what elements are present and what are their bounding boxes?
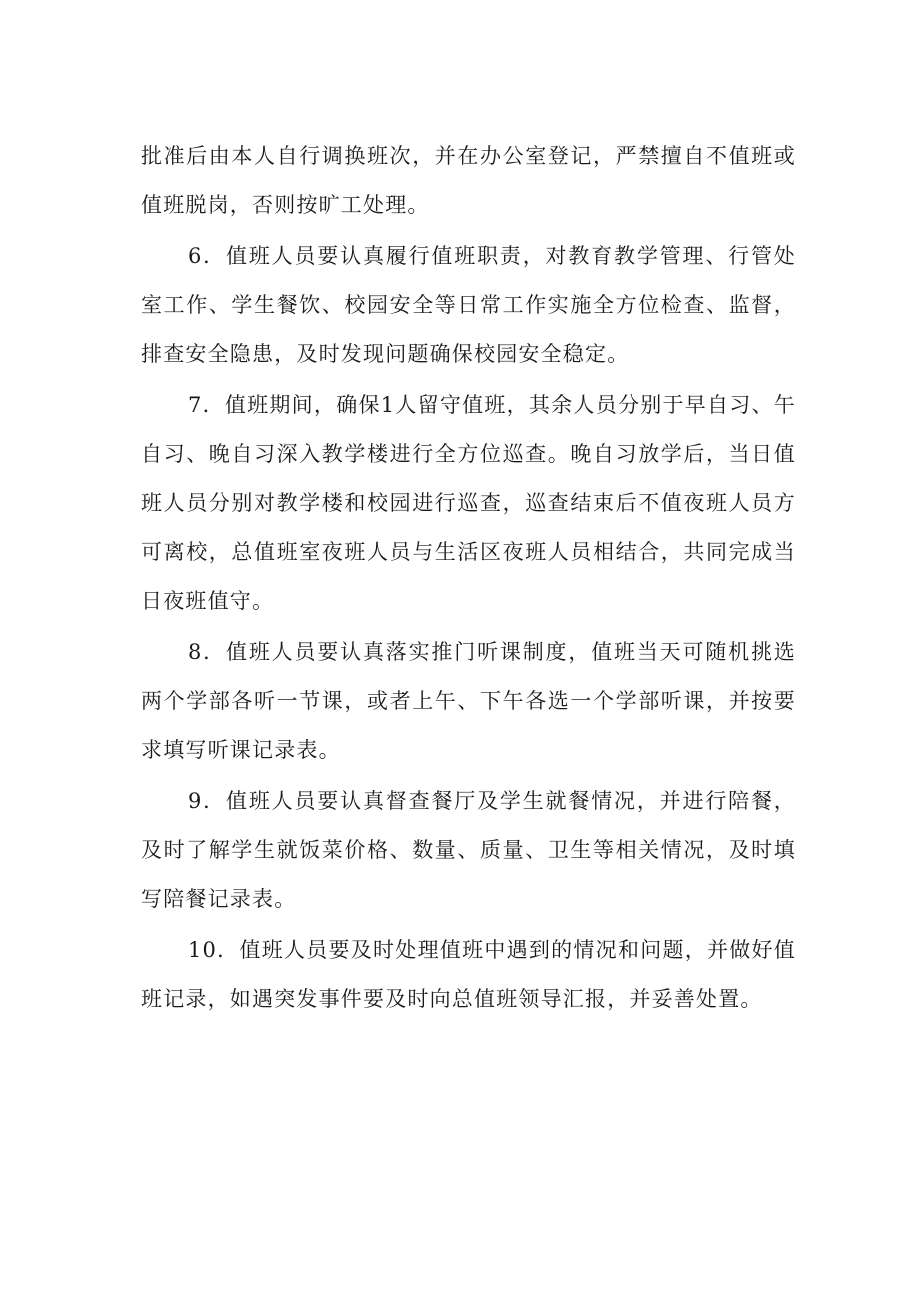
paragraph-item-10: 10．值班人员要及时处理值班中遇到的情况和问题，并做好值班记录，如遇突发事件要及时向总值班领导汇报，并妥善处置。 (141, 938, 796, 1011)
paragraph-item-7: 7．值班期间，确保1人留守值班，其余人员分别于早自习、午自习、晚自习深入教学楼进行全方位巡查。晚自习放学后，当日值班人员分别对教学楼和校园进行巡查，巡查结束后不值夜班人员方可离校，总值班室夜班人员与生活区夜班人员相结合，共同完成当日夜班值守。 (141, 393, 796, 613)
paragraph-item-8: 8．值班人员要认真落实推门听课制度，值班当天可随机挑选两个学部各听一节课，或者上午、下午各选一个学部听课，并按要求填写听课记录表。 (141, 640, 796, 762)
paragraph-continuation: 批准后由本人自行调换班次，并在办公室登记，严禁擅自不值班或值班脱岗，否则按旷工处理。 (141, 144, 796, 217)
document-body (141, 132, 796, 1026)
paragraph-item-9: 9．值班人员要认真督查餐厅及学生就餐情况，并进行陪餐，及时了解学生就饭菜价格、数量、质量、卫生等相关情况，及时填写陪餐记录表。 (141, 789, 796, 911)
paragraph-item-6: 6．值班人员要认真履行值班职责，对教育教学管理、行管处室工作、学生餐饮、校园安全等日常工作实施全方位检查、监督，排查安全隐患，及时发现问题确保校园安全稳定。 (141, 244, 796, 366)
